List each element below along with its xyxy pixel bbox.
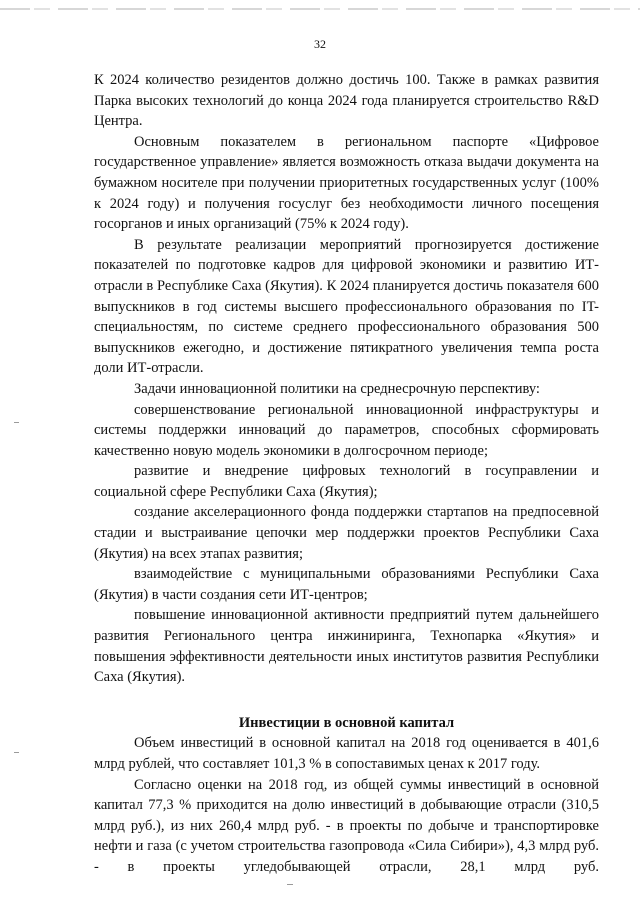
paragraph: Объем инвестиций в основной капитал на 2018 год оценивается в 401,6 млрд рублей, что составляет 101,3 % в сопоставимых ценах к 2017 году.: [94, 735, 599, 772]
margin-mark: [14, 422, 19, 423]
scan-artifact-bottom: [287, 884, 293, 885]
paragraph: В результате реализации мероприятий прогнозируется достижение показателей по подготовке кадров для цифровой экономики и развитию ИТ-отрасли в Республике Саха (Якутия). К 2024 планируется достичь показателя 600 выпускников в год системы высшего профессионального образования по IT-специальностям, по системе среднего профессионального образования 500 выпускников ежегодно, и достижение пятикратного увеличения темпа роста доли ИТ-отрасли.: [94, 236, 599, 377]
list-item: взаимодействие с муниципальными образованиями Республики Саха (Якутия) в части создания сети ИТ-центров;: [94, 566, 599, 603]
paragraph: Согласно оценки на 2018 год, из общей суммы инвестиций в основной капитал 77,3 % приходится на долю инвестиций в добывающие отрасли (310,5 млрд руб.), из них 260,4 млрд руб. - в проекты по добыче и транспортировке нефти и газа (с учетом строительства газопровода «Сила Сибири»), 4,3 млрд руб. - в проекты угледобывающей отрасли, 28,1 млрд руб.: [94, 776, 599, 875]
margin-mark: [14, 752, 19, 753]
list-item: совершенствование региональной инновационной инфраструктуры и системы поддержки инноваций до параметров, способных сформировать качественно новую модель экономики в долгосрочном периоде;: [94, 401, 599, 459]
paragraph: Основным показателем в региональном паспорте «Цифровое государственное управление» является возможность отказа выдачи документа на бумажном носителе при получении приоритетных государственных услуг (100% к 2024 году) и получения госуслуг без необходимости личного посещения госорганов и иных организаций (75% к 2024 году).: [94, 133, 599, 233]
document-body: [94, 70, 599, 878]
page-number: 32: [314, 37, 326, 51]
scan-artifact-top: [0, 8, 640, 10]
list-item: развитие и внедрение цифровых технологий в госуправлении и социальной сфере Республики Саха (Якутия);: [94, 463, 599, 500]
list-item: создание акселерационного фонда поддержки стартапов на предпосевной стадии и выстраивание цепочки мер поддержки проектов Республики Саха (Якутия) на всех этапах развития;: [94, 504, 599, 562]
list-item: повышение инновационной активности предприятий путем дальнейшего развития Регионального центра инжиниринга, Технопарка «Якутия» и повышения эффективности деятельности иных институтов развития Республики Саха (Якутия).: [94, 607, 599, 686]
paragraph: К 2024 количество резидентов должно достичь 100. Также в рамках развития Парка высоких технологий до конца 2024 года планируется строительство R&D Центра.: [94, 72, 599, 130]
section-title: Инвестиции в основной капитал: [238, 714, 455, 731]
paragraph: Задачи инновационной политики на среднесрочную перспективу:: [134, 380, 540, 397]
